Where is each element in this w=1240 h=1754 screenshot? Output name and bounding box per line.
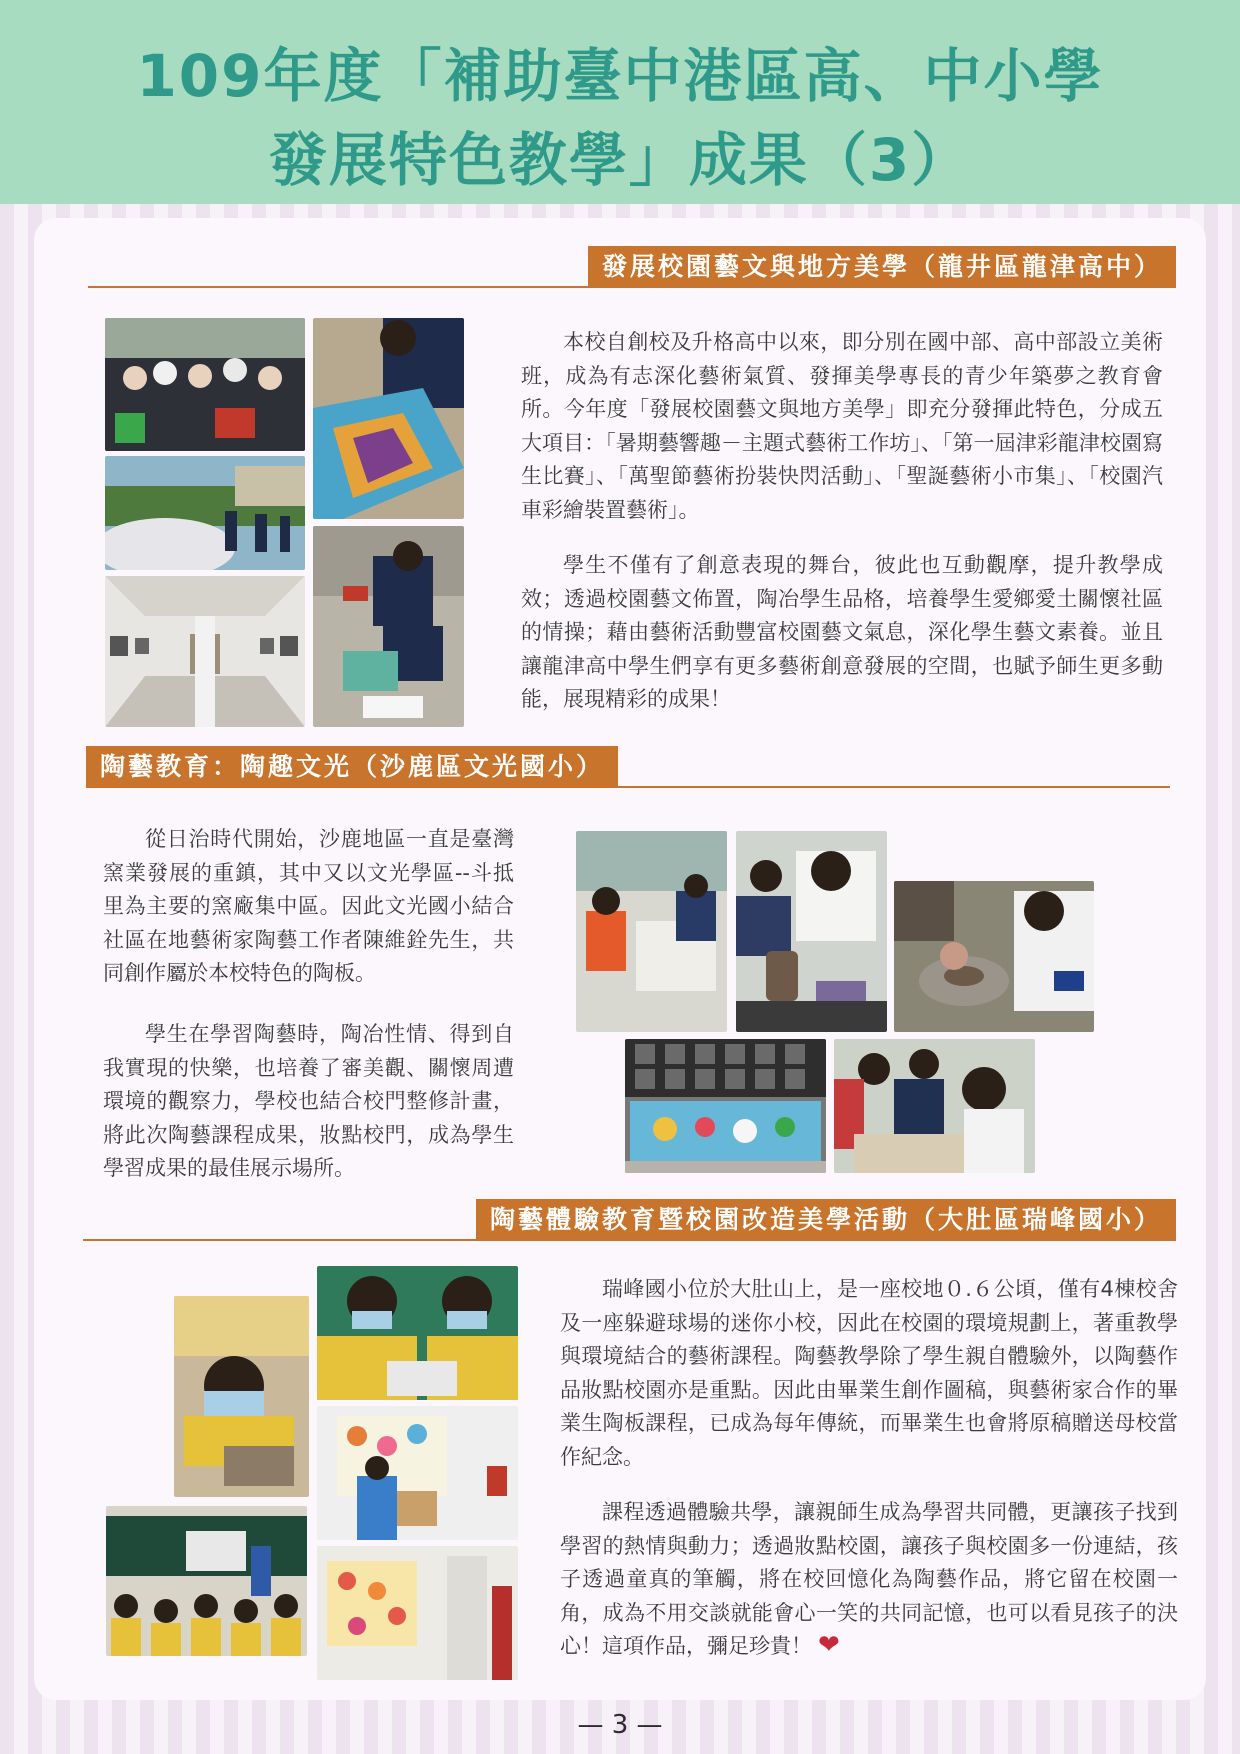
photo-student-carving: [174, 1296, 309, 1497]
photo-sketching-students: [313, 526, 464, 727]
photo-ceramic-wall: [317, 1546, 518, 1680]
section3-divider: [83, 1239, 1176, 1241]
page-header: [0, 0, 1240, 204]
photo-school-gate-mural: [625, 1039, 826, 1173]
title-line-1: 109年度「補助臺中港區高、中小學: [136, 42, 1104, 110]
photo-classroom-lecture: [106, 1506, 307, 1656]
photo-students-clay-table: [834, 1039, 1035, 1173]
section1-paragraph-1: 本校自創校及升格高中以來，即分別在國中部、高中部設立美術班，成為有志深化藝術氣質、發揮美學專長的青少年築夢之教育會所。今年度「發展校園藝文與地方美學」即充分發揮此特色，分成五大項目：「暑期藝響趣－主題式藝術工作坊」、「第一屆津彩龍津校園寫生比賽」、「萬聖節藝術扮裝快閃活動」、「聖誕藝術小市集」、「校園汽車彩繪裝置藝術」。: [521, 330, 1163, 522]
section2-heading: 陶藝教育：陶趣文光（沙鹿區文光國小）: [86, 746, 618, 788]
title-line-2: 發展特色教學」成果（3）: [268, 126, 972, 194]
photo-students-masks: [317, 1266, 518, 1400]
photo-halloween-group: [105, 318, 305, 451]
heart-icon: ❤: [818, 1630, 840, 1661]
section1-divider: [88, 286, 1176, 288]
page-title: [0, 34, 1240, 202]
photo-pottery-wheel: [894, 881, 1094, 1032]
photo-gallery-hall: [105, 576, 305, 727]
photo-clay-vase: [736, 831, 887, 1032]
photo-painting-student: [313, 318, 464, 519]
photo-car-painting: [105, 456, 305, 570]
section3-paragraph-2-text: 課程透過體驗共學，讓親師生成為學習共同體，更讓孩子找到學習的熱情與動力；透過妝點校園，讓孩子與校園多一份連結，孩子透過童真的筆觸，將在校回憶化為陶藝作品，將它留在校園一角，成為不用交談就能會心一笑的共同記憶，也可以看見孩子的決心！這項作品，彌足珍貴！: [560, 1500, 1178, 1659]
section3-paragraph-2: [560, 1496, 1178, 1664]
section2-divider: [86, 786, 1170, 788]
section1-paragraph-2: 學生不僅有了創意表現的舞台，彼此也互動觀摩，提升教學成效；透過校園藝文佈置，陶冶學生品格，培養學生愛鄉愛土關懷社區的情操；藉由藝術活動豐富校園藝文氣息，深化學生藝文素養。並且讓龍津高中學生們享有更多藝術創意發展的空間，也賦予師生更多動能，展現精彩的成果！: [521, 553, 1163, 712]
section2-paragraph-1: 從日治時代開始，沙鹿地區一直是臺灣窯業發展的重鎮，其中又以文光學區--斗抵里為主要的窯廠集中區。因此文光國小結合社區在地藝術家陶藝工作者陳維銓先生，共同創作屬於本校特色的陶板。: [103, 827, 514, 986]
page-number: — 3 —: [577, 1710, 663, 1740]
photo-teacher-award: [317, 1406, 518, 1540]
section2-paragraph-2: 學生在學習陶藝時，陶冶性情、得到自我實現的快樂，也培養了審美觀、關懷周遭環境的觀察力，學校也結合校門整修計畫，將此次陶藝課程成果，妝點校門，成為學生學習成果的最佳展示場所。: [103, 1022, 514, 1181]
photo-clay-classroom: [576, 831, 727, 1032]
section3-heading: 陶藝體驗教育暨校園改造美學活動（大肚區瑞峰國小）: [476, 1199, 1176, 1241]
section3-paragraph-1: 瑞峰國小位於大肚山上，是一座校地０.６公頃，僅有4棟校舍及一座躲避球場的迷你小校，因此在校園的環境規劃上，著重教學與環境結合的藝術課程。陶藝教學除了學生親自體驗外，以陶藝作品妝點校園亦是重點。因此由畢業生創作圖稿，與藝術家合作的畢業生陶板課程，已成為每年傳統，而畢業生也會將原稿贈送母校當作紀念。: [560, 1277, 1178, 1469]
section1-heading: 發展校園藝文與地方美學（龍井區龍津高中）: [588, 246, 1176, 288]
